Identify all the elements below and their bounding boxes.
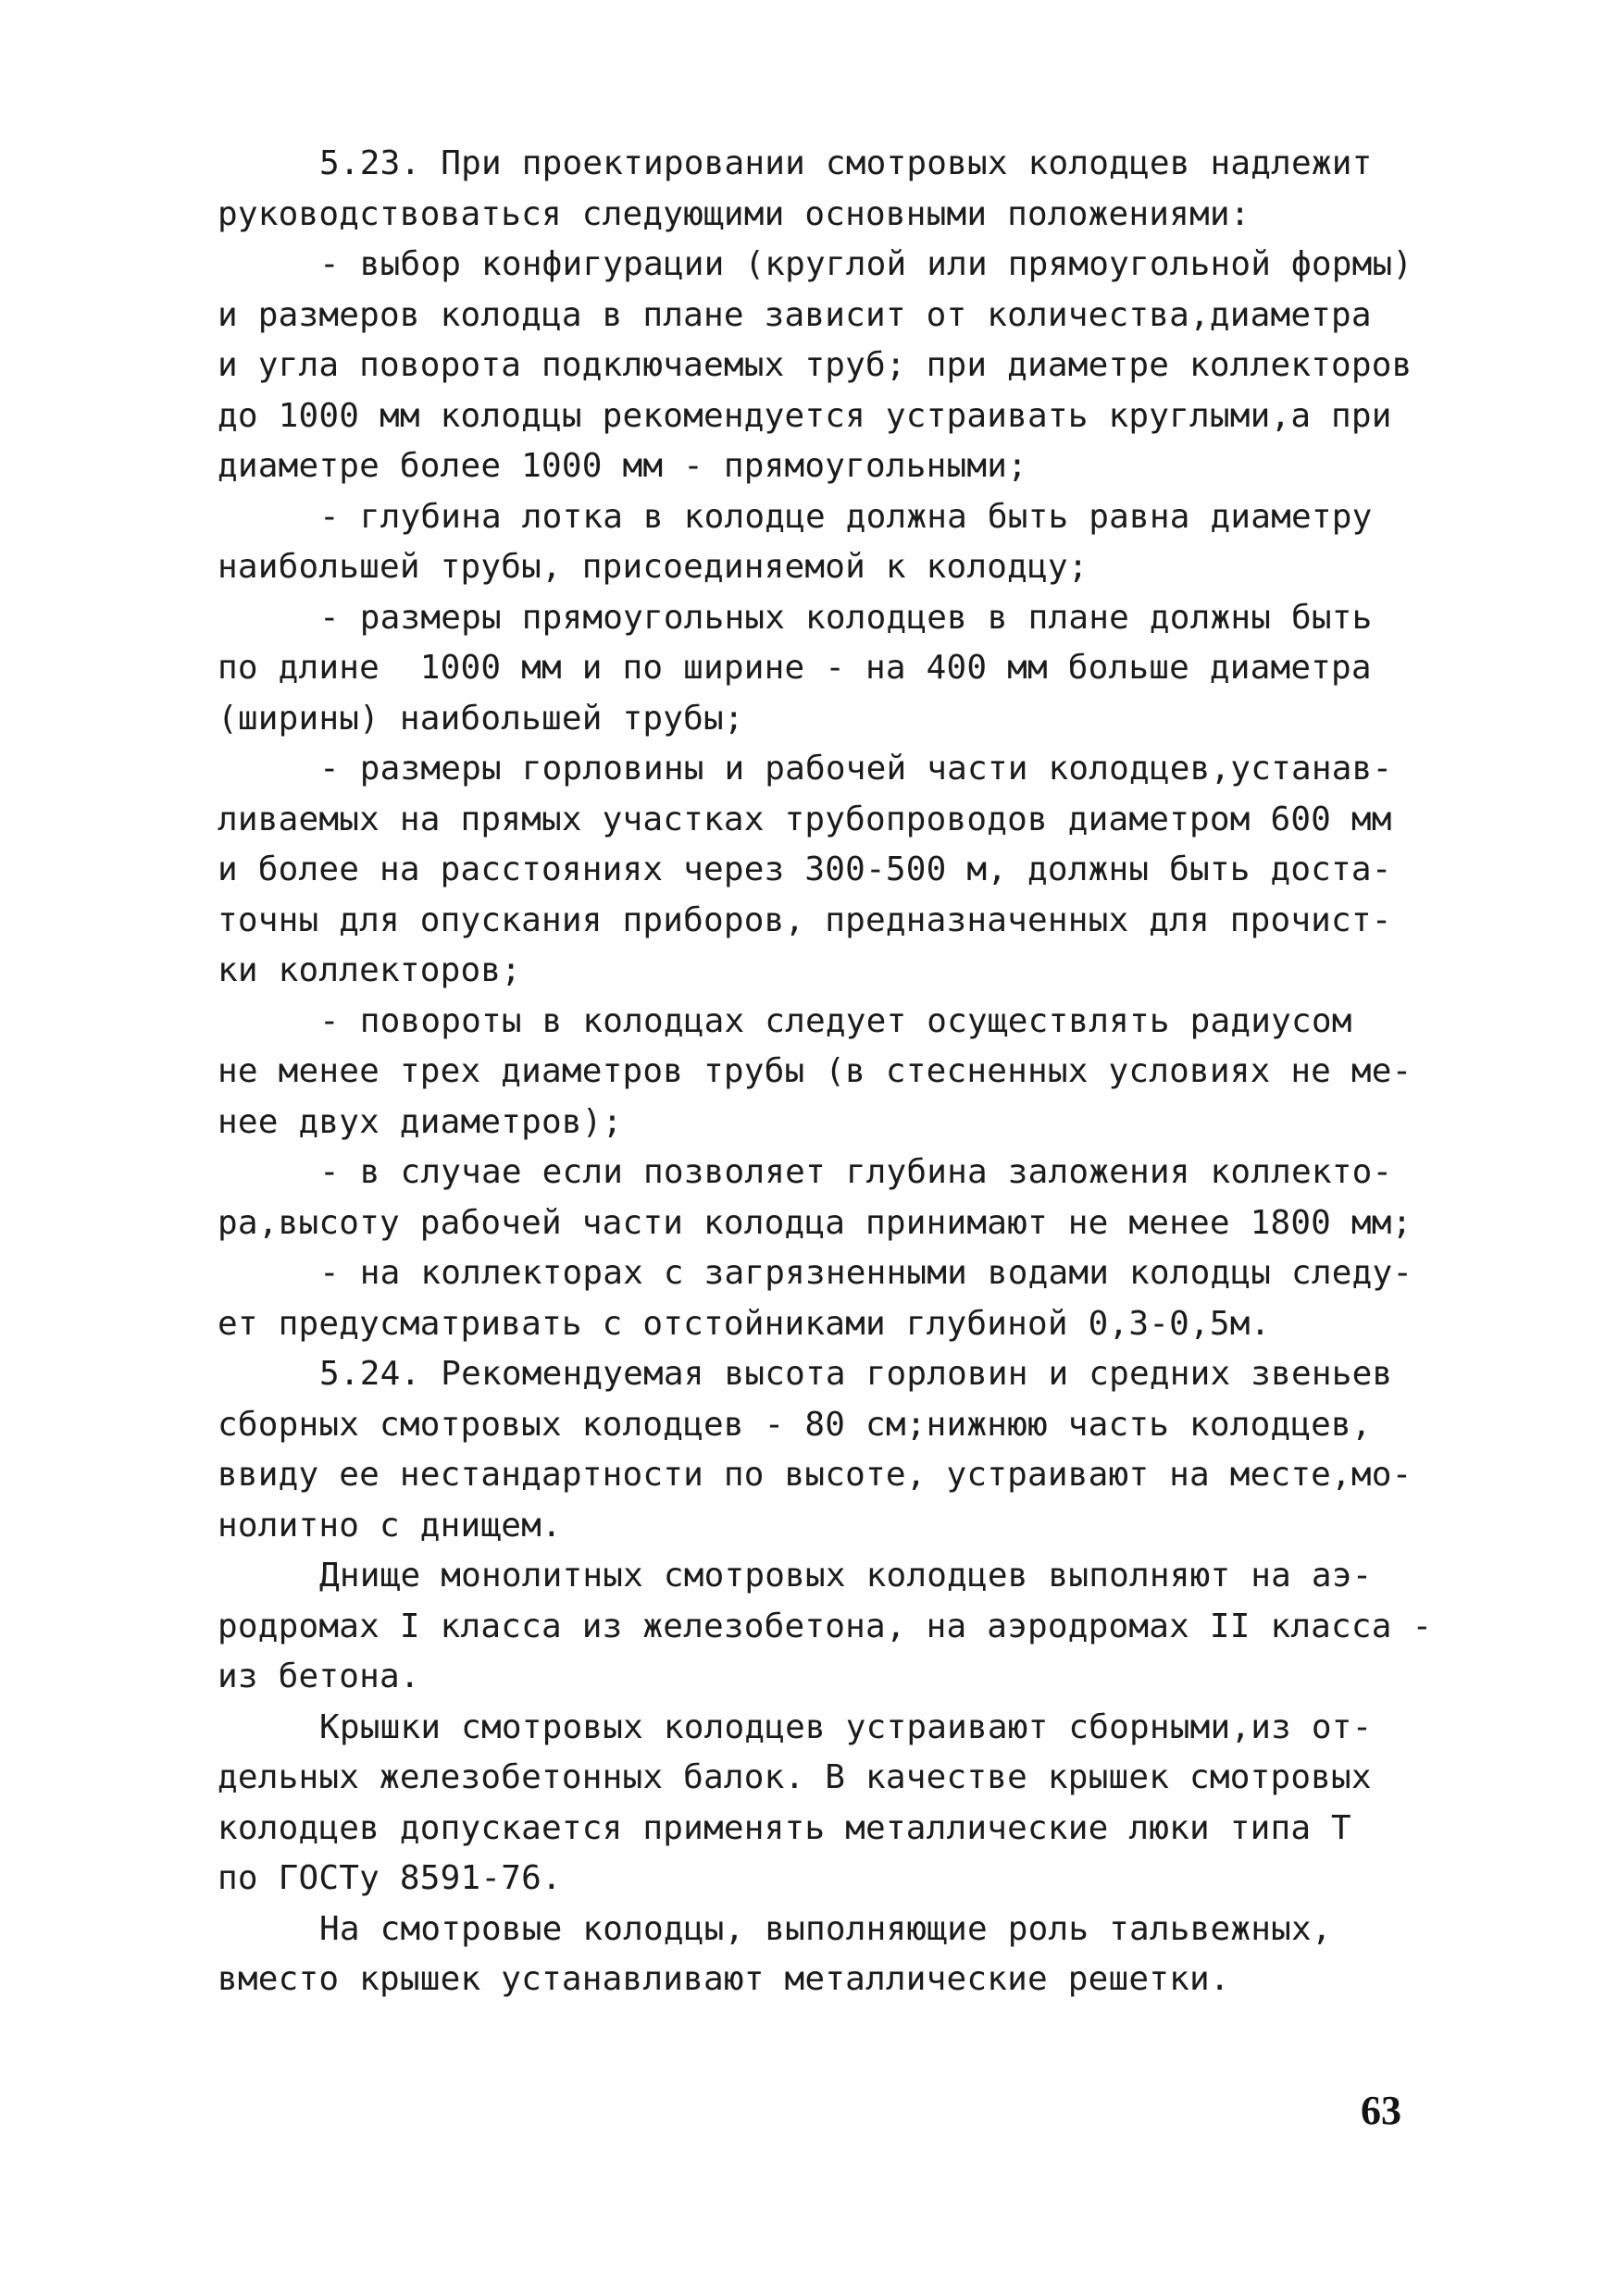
text-line: ет предусматривать с отстойниками глубиной 0,3-0,5м. <box>218 1304 1271 1343</box>
text-line: Крышки смотровых колодцев устраивают сборными,из от- <box>319 1707 1373 1746</box>
text-line: - в случае если позволяет глубина заложения коллекто- <box>319 1153 1393 1191</box>
text-line: руководствоваться следующими основными положениями: <box>218 194 1251 233</box>
text-line: ливаемых на прямых участках трубопроводов диаметром 600 мм <box>218 800 1392 838</box>
text-line: диаметре более 1000 мм - прямоугольными; <box>218 447 1027 485</box>
text-line: из бетона. <box>218 1657 420 1695</box>
text-line: и размеров колодца в плане зависит от количества,диаметра <box>218 295 1372 334</box>
text-line: точны для опускания приборов, предназначенных для прочист- <box>218 900 1392 939</box>
text-line: по длине 1000 мм и по ширине - на 400 мм больше диаметра <box>218 649 1372 687</box>
text-line: родромах I класса из железобетона, на аэродромах II класса - <box>218 1607 1433 1645</box>
text-line: ра,высоту рабочей части колодца принимают не менее 1800 мм; <box>218 1203 1413 1242</box>
text-line: до 1000 мм колодцы рекомендуется устраивать круглыми,а при <box>218 396 1392 435</box>
text-line: вместо крышек устанавливают металлические решетки. <box>218 1960 1230 1998</box>
text-line: не менее трех диаметров трубы (в стесненных условиях не ме- <box>218 1052 1413 1090</box>
text-line: 5.23. При проектировании смотровых колодцев надлежит <box>319 144 1373 182</box>
text-line: сборных смотровых колодцев - 80 см;нижнюю часть колодцев, <box>218 1405 1372 1444</box>
text-line: дельных железобетонных балок. В качестве крышек смотровых <box>218 1758 1372 1796</box>
text-line: и угла поворота подключаемых труб; при диаметре коллекторов <box>218 346 1413 384</box>
text-line: (ширины) наибольшей трубы; <box>218 699 744 738</box>
text-line: и более на расстояниях через 300-500 м, должны быть доста- <box>218 850 1392 888</box>
text-line: - размеры горловины и рабочей части колодцев,устанав- <box>319 750 1393 788</box>
text-line: наибольшей трубы, присоединяемой к колодцу; <box>218 548 1089 586</box>
text-line: - выбор конфигурации (круглой или прямоугольной формы) <box>319 245 1413 283</box>
text-line: Днище монолитных смотровых колодцев выполняют на аэ- <box>319 1557 1373 1595</box>
text-line: - на коллекторах с загрязненными водами колодцы следу- <box>319 1254 1413 1292</box>
text-line: по ГОСТу 8591-76. <box>218 1859 562 1897</box>
text-line: ввиду ее нестандартности по высоте, устраивают на месте,мо- <box>218 1456 1413 1494</box>
text-line: нолитно с днищем. <box>218 1506 562 1545</box>
text-line: колодцев допускается применять металлические люки типа Т <box>218 1808 1351 1847</box>
text-line: ки коллекторов; <box>218 951 522 989</box>
text-line: - глубина лотка в колодце должна быть равна диаметру <box>319 497 1373 536</box>
body-text <box>218 139 1433 2005</box>
text-line: 5.24. Рекомендуемая высота горловин и средних звеньев <box>319 1355 1393 1393</box>
page-number: 63 <box>1361 2088 1401 2133</box>
text-line: На смотровые колодцы, выполняющие роль тальвежных, <box>319 1909 1332 1948</box>
text-line: нее двух диаметров); <box>218 1102 623 1141</box>
text-line: - повороты в колодцах следует осуществлять радиусом <box>319 1001 1352 1040</box>
text-line: - размеры прямоугольных колодцев в плане должны быть <box>319 598 1373 637</box>
